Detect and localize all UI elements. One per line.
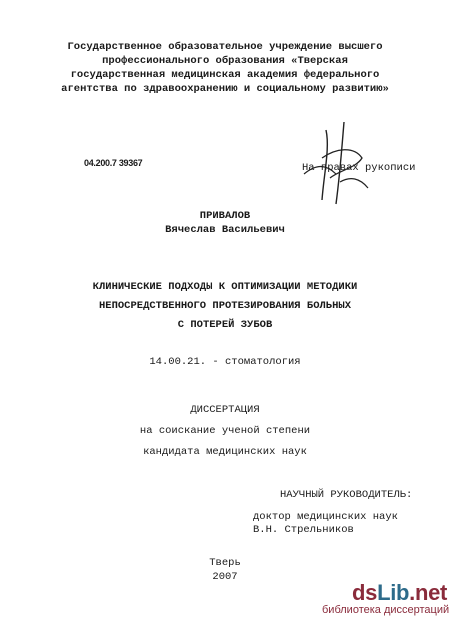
dissertation-label: ДИССЕРТАЦИЯ bbox=[190, 404, 260, 416]
dissertation-block bbox=[0, 400, 450, 463]
manuscript-rights-note: На правах рукописи bbox=[302, 162, 416, 174]
dslib-subtitle: библиотека диссертаций bbox=[322, 604, 450, 616]
library-stamp: 04.200.7 39367 bbox=[84, 158, 143, 168]
header-line-4: агентства по здравоохранению и социальному развитию» bbox=[61, 83, 389, 95]
title-line-2: НЕПОСРЕДСТВЕННОГО ПРОТЕЗИРОВАНИЯ БОЛЬНЫХ bbox=[98, 300, 352, 312]
supervisor-degree: доктор медицинских наук bbox=[253, 511, 398, 523]
specialty-code: 14.00.21. - стоматология bbox=[149, 356, 301, 368]
city: Тверь bbox=[209, 557, 241, 569]
logo-part-ds: ds bbox=[352, 580, 378, 605]
supervisor-name: В.Н. Стрельников bbox=[253, 524, 354, 536]
dslib-logo bbox=[352, 580, 447, 606]
title-line-1: КЛИНИЧЕСКИЕ ПОДХОДЫ К ОПТИМИЗАЦИИ МЕТОДИКИ bbox=[92, 281, 358, 293]
year: 2007 bbox=[212, 571, 238, 583]
logo-part-lib: Lib bbox=[377, 580, 410, 605]
institution-header bbox=[0, 40, 450, 96]
header-line-1: Государственное образовательное учреждение высшего bbox=[67, 41, 383, 53]
header-line-3: государственная медицинская академия федерального bbox=[70, 69, 380, 81]
degree-purpose: на соискание ученой степени bbox=[139, 425, 311, 437]
header-line-2: профессионального образования «Тверская bbox=[102, 55, 348, 67]
author-first-names: Вячеслав Васильевич bbox=[165, 224, 285, 236]
title-line-3: С ПОТЕРЕЙ ЗУБОВ bbox=[177, 319, 273, 331]
author-last-name: ПРИВАЛОВ bbox=[199, 210, 251, 222]
thesis-title bbox=[0, 278, 450, 335]
logo-part-net: .net bbox=[409, 580, 448, 605]
degree-name: кандидата медицинских наук bbox=[143, 446, 307, 458]
supervisor-label: НАУЧНЫЙ РУКОВОДИТЕЛЬ: bbox=[280, 489, 413, 501]
